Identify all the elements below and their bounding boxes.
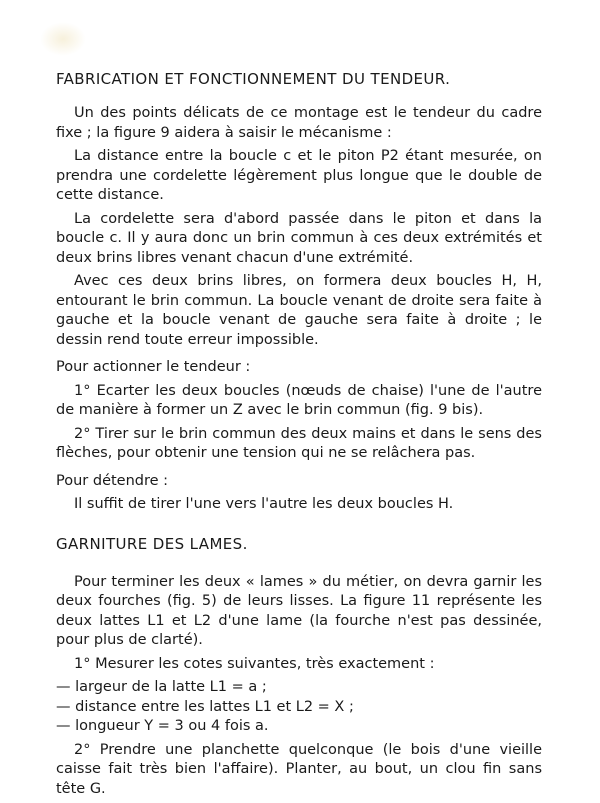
paragraph-cordelette: La cordelette sera d'abord passée dans le piton et dans la boucle c. Il y aura donc un brin commun à ces deux extrémités et deux brins libres venant chacun d'une extrémité. xyxy=(56,210,542,266)
paper-stain xyxy=(40,22,86,56)
text-detendre: Il suffit de tirer l'une vers l'autre les deux boucles H. xyxy=(74,496,454,512)
label-actionner: Pour actionner le tendeur : xyxy=(56,359,251,375)
section-heading-tendeur: FABRICATION ET FONCTIONNEMENT DU TENDEUR. xyxy=(56,70,451,88)
measure-item: — largeur de la latte L1 = a ; xyxy=(56,679,267,695)
paragraph-distance: La distance entre la boucle c et le piton P2 étant mesurée, on prendra une cordelette légèrement plus longue que le double de cette distance. xyxy=(56,148,542,203)
step-actionner-2: 2° Tirer sur le brin commun des deux mains et dans le sens des flèches, pour obtenir une tension qui ne se relâchera pas. xyxy=(56,425,542,461)
section-heading-lames: GARNITURE DES LAMES. xyxy=(56,534,248,553)
step-planchette: 2° Prendre une planchette quelconque (le bois d'une vieille caisse fait très bien l'affaire). Planter, au bout, un clou fin sans tête G. xyxy=(56,741,542,797)
paragraph-garniture-intro: Pour terminer les deux « lames » du métier, on devra garnir les deux fourches (fig. 5) de leurs lisses. La figure 11 représente les deux lattes L1 et L2 d'une lame (la fourche n'est pas dessinée, pour plus de clarté). xyxy=(56,573,542,648)
label-detendre: Pour détendre : xyxy=(56,472,169,489)
measure-item: — longueur Y = 3 ou 4 fois a. xyxy=(56,718,269,734)
paragraph-intro: Un des points délicats de ce montage est le tendeur du cadre fixe ; la figure 9 aidera à saisir le mécanisme : xyxy=(56,105,542,141)
measure-item: — distance entre les lattes L1 et L2 = X ; xyxy=(56,698,354,715)
step-actionner-1: 1° Ecarter les deux boucles (nœuds de chaise) l'une de l'autre de manière à former un Z avec le brin commun (fig. 9 bis). xyxy=(56,382,542,418)
step-mesurer: 1° Mesurer les cotes suivantes, très exactement : xyxy=(74,655,435,672)
paragraph-boucles: Avec ces deux brins libres, on formera deux boucles H, H, entourant le brin commun. La boucle venant de droite sera faite à gauche et la boucle venant de gauche sera faite à droite ; le dessin rend toute erreur impossible. xyxy=(56,273,542,348)
text-column xyxy=(56,68,542,803)
